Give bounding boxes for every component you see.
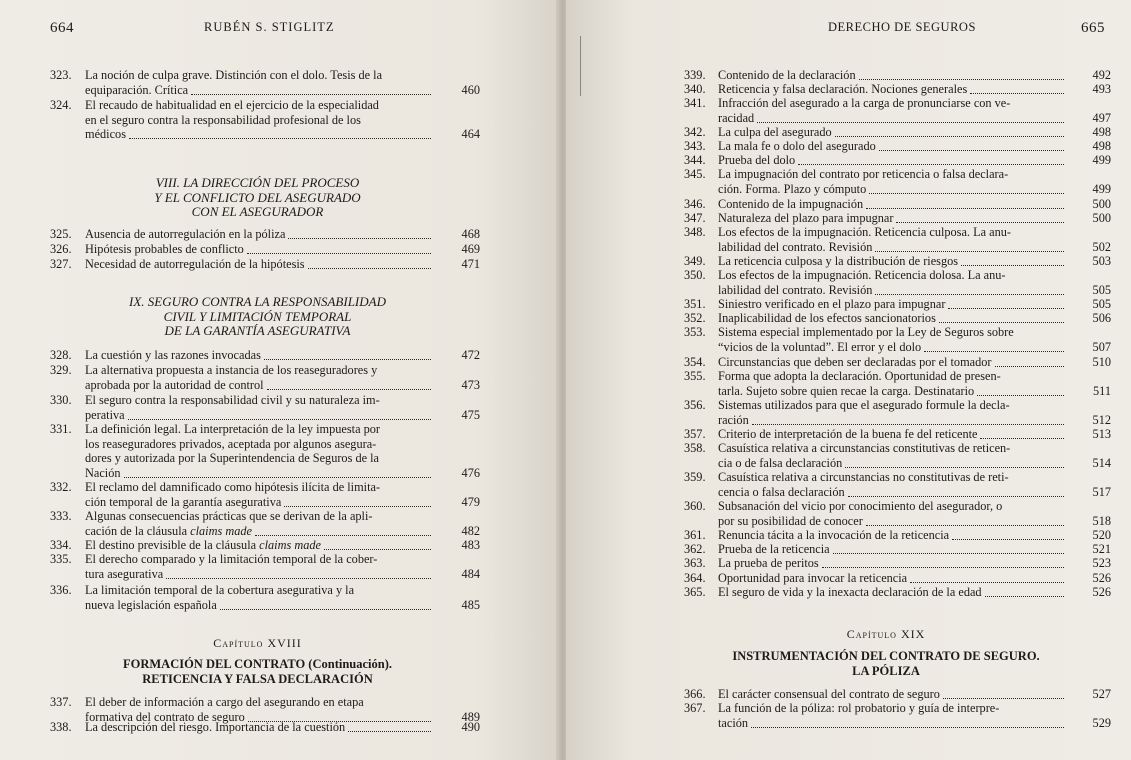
toc-entry-text: Los efectos de la impugnación. Reticencia dolosa. La anu-: [718, 268, 1006, 282]
toc-entry-page: 498: [1092, 125, 1111, 139]
toc-entry-text: La noción de culpa grave. Distinción con el dolo. Tesis de la: [85, 68, 383, 82]
toc-entry-text: ción temporal de la garantía asegurativa: [85, 494, 282, 509]
toc-entry-number: 324.: [50, 98, 72, 112]
toc-entry: [684, 125, 1111, 140]
dot-leader: [896, 221, 1064, 223]
dot-leader: [948, 307, 1064, 309]
toc-entry-text: “vicios de la voluntad”. El error y el dolo: [718, 339, 922, 354]
toc-entry-number: 367.: [684, 701, 706, 715]
toc-entry: [684, 369, 1111, 398]
toc-entry-page: 510: [1092, 355, 1111, 369]
dot-leader: [924, 350, 1064, 352]
toc-entry: [684, 542, 1111, 557]
toc-entry: [684, 499, 1111, 528]
toc-entry: [50, 257, 480, 272]
toc-entry: [50, 227, 480, 242]
toc-entry-text: El derecho comparado y la limitación temporal de la cober-: [85, 552, 378, 566]
section-heading-line: VIII. LA DIRECCIÓN DEL PROCESO: [155, 175, 360, 190]
dot-leader: [757, 121, 1064, 123]
chapter-title-line: LA PÓLIZA: [852, 663, 920, 678]
toc-entry-text: dores y autorizada por la Superintendencia de Seguros de la: [85, 451, 379, 466]
toc-entry-page: 506: [1092, 311, 1111, 325]
toc-entry-text: los reaseguradores privados, aceptada por algunos asegura-: [85, 436, 377, 451]
toc-entry-text: Reticencia y falsa declaración. Nociones generales: [718, 82, 968, 96]
dot-leader: [324, 548, 431, 550]
toc-entry-text: Criterio de interpretación de la buena fe del reticente: [718, 427, 978, 441]
dot-leader: [220, 608, 431, 610]
right-page: [566, 0, 1131, 760]
toc-entry-number: 345.: [684, 167, 706, 181]
toc-entry-text: Los efectos de la impugnación. Reticencia culposa. La anu-: [718, 225, 1011, 239]
right-page-number: 665: [1081, 20, 1105, 36]
toc-entry-number: 351.: [684, 297, 706, 311]
toc-entry: [684, 528, 1111, 543]
toc-entry-text: cación de la cláusula claims made: [85, 523, 252, 538]
toc-entry: [684, 311, 1111, 326]
dot-leader: [943, 697, 1064, 699]
section-viii-heading: [80, 176, 435, 220]
toc-entry-text: La mala fe o dolo del asegurado: [718, 139, 876, 153]
dot-leader: [751, 726, 1064, 728]
toc-entry-text: El deber de información a cargo del asegurando en etapa: [85, 695, 364, 709]
toc-entry-text: tación: [718, 715, 749, 730]
toc-entry-number: 366.: [684, 687, 706, 701]
dot-leader: [288, 237, 431, 239]
toc-entry-number: 340.: [684, 82, 706, 96]
toc-entry-page: 500: [1092, 197, 1111, 211]
toc-entry-number: 348.: [684, 225, 706, 239]
toc-entry-text: perativa: [85, 407, 125, 422]
toc-entry-page: 469: [461, 242, 480, 256]
toc-entry-number: 354.: [684, 355, 706, 369]
toc-entry-text: Prueba de la reticencia: [718, 542, 830, 556]
toc-entry-text: Sistema especial implementado por la Ley de Seguros sobre: [718, 325, 1014, 339]
toc-entry: [50, 583, 480, 612]
toc-entry-text: racidad: [718, 110, 755, 125]
dot-leader: [961, 264, 1064, 266]
toc-entry-text: cia o de falsa declaración: [718, 455, 843, 470]
toc-entry-text: Inaplicabilidad de los efectos sancionatorios: [718, 311, 936, 325]
left-page-number: 664: [50, 20, 74, 36]
dot-leader: [910, 581, 1064, 583]
toc-entry: [684, 441, 1111, 470]
toc-entry: [684, 427, 1111, 442]
toc-entry-page: 472: [461, 348, 480, 362]
toc-entry-text: La descripción del riesgo. Importancia de la cuestión: [85, 720, 346, 734]
toc-entry: [50, 552, 480, 581]
toc-entry-page: 502: [1092, 239, 1111, 254]
toc-entry-text: Sistemas utilizados para que el asegurado formule la decla-: [718, 398, 1010, 412]
dot-leader: [129, 137, 431, 139]
toc-entry-number: 347.: [684, 211, 706, 225]
toc-entry-text: Necesidad de autorregulación de la hipótesis: [85, 257, 305, 271]
toc-entry-page: 484: [461, 566, 480, 581]
toc-entry-text: Casuística relativa a circunstancias no constitutivas de reti-: [718, 470, 1009, 484]
toc-entry-number: 341.: [684, 96, 706, 110]
toc-entry-number: 325.: [50, 227, 72, 241]
toc-entry-page: 468: [461, 227, 480, 241]
toc-entry: [684, 470, 1111, 499]
toc-entry-text: Renuncia tácita a la invocación de la reticencia: [718, 528, 950, 542]
dot-leader: [952, 538, 1064, 540]
toc-entry-number: 328.: [50, 348, 72, 362]
left-page: [0, 0, 560, 760]
toc-entry: [684, 254, 1111, 269]
toc-entry-number: 361.: [684, 528, 706, 542]
toc-entry-text: La definición legal. La interpretación de la ley impuesta por: [85, 422, 381, 436]
toc-entry: [684, 556, 1111, 571]
toc-entry-text: labilidad del contrato. Revisión: [718, 282, 873, 297]
dot-leader: [980, 437, 1064, 439]
toc-entry-number: 331.: [50, 422, 72, 436]
toc-entry-page: 499: [1092, 181, 1111, 196]
dot-leader: [247, 252, 431, 254]
toc-entry: [684, 139, 1111, 154]
dot-leader: [264, 358, 431, 360]
toc-entry-text: equiparación. Crítica: [85, 82, 189, 97]
toc-entry: [684, 153, 1111, 168]
chapter-xviii-label: Capítulo XVIII: [213, 636, 302, 650]
italic-term: claims made: [190, 523, 252, 538]
toc-entry: [684, 701, 1111, 730]
toc-entry-text: Naturaleza del plazo para impugnar: [718, 211, 894, 225]
toc-entry: [684, 268, 1111, 297]
toc-entry-number: 326.: [50, 242, 72, 256]
toc-entry-text: cencia o falsa declaración: [718, 484, 845, 499]
toc-entry-number: 346.: [684, 197, 706, 211]
toc-entry-text: El seguro de vida y la inexacta declaración de la edad: [718, 585, 982, 599]
toc-entry-text: por su posibilidad de conocer: [718, 513, 863, 528]
toc-entry-text: Siniestro verificado en el plazo para impugnar: [718, 297, 946, 311]
toc-entry-text: Hipótesis probables de conflicto: [85, 242, 244, 256]
dot-leader: [752, 423, 1064, 425]
toc-entry: [50, 538, 480, 553]
toc-entry: [684, 398, 1111, 427]
dot-leader: [866, 207, 1064, 209]
toc-entry-page: 475: [461, 407, 480, 422]
toc-entry: [50, 393, 480, 422]
toc-entry-number: 343.: [684, 139, 706, 153]
dot-leader: [970, 92, 1064, 94]
toc-entry-page: 511: [1093, 383, 1111, 398]
toc-entry-page: 479: [461, 494, 480, 509]
toc-entry-number: 362.: [684, 542, 706, 556]
toc-entry: [684, 585, 1111, 600]
dot-leader: [985, 595, 1064, 597]
toc-entry-text: La cuestión y las razones invocadas: [85, 348, 261, 362]
dot-leader: [822, 566, 1064, 568]
toc-entry-text: El carácter consensual del contrato de seguro: [718, 687, 940, 701]
gutter-crease-mark: [580, 36, 581, 96]
dot-leader: [308, 267, 431, 269]
toc-entry-number: 365.: [684, 585, 706, 599]
dot-leader: [879, 149, 1064, 151]
dot-leader: [995, 365, 1064, 367]
toc-entry: [684, 82, 1111, 97]
toc-entry-number: 339.: [684, 68, 706, 82]
toc-entry-page: 497: [1092, 110, 1111, 125]
chapter-title-line: FORMACIÓN DEL CONTRATO (Continuación).: [122, 657, 392, 671]
toc-entry-number: 335.: [50, 552, 72, 566]
toc-entry: [684, 68, 1111, 83]
toc-entry-page: 507: [1092, 339, 1111, 354]
dot-leader: [833, 552, 1064, 554]
toc-entry-number: 330.: [50, 393, 72, 407]
toc-entry-number: 336.: [50, 583, 72, 597]
toc-entry: [684, 571, 1111, 586]
toc-entry-number: 353.: [684, 325, 706, 339]
toc-entry-page: 476: [461, 465, 480, 480]
toc-entry-page: 517: [1092, 484, 1111, 499]
dot-leader: [866, 524, 1064, 526]
toc-entry-text: Ausencia de autorregulación en la póliza: [85, 227, 286, 241]
toc-entry-text: ración: [718, 412, 749, 427]
toc-entry-text: Contenido de la declaración: [718, 68, 856, 82]
toc-entry-number: 329.: [50, 363, 72, 377]
toc-entry-text: La prueba de peritos: [718, 556, 819, 570]
toc-entry-page: 505: [1092, 282, 1111, 297]
toc-entry-page: 512: [1092, 412, 1111, 427]
dot-leader: [859, 78, 1064, 80]
dot-leader: [845, 466, 1064, 468]
toc-entry-text: La limitación temporal de la cobertura asegurativa y la: [85, 583, 355, 597]
toc-entry: [50, 720, 480, 735]
toc-entry-number: 357.: [684, 427, 706, 441]
toc-entry: [684, 197, 1111, 212]
toc-entry-text: Infracción del asegurado a la carga de pronunciarse con ve-: [718, 96, 1011, 110]
toc-entry-page: 529: [1092, 715, 1111, 730]
dot-leader: [798, 163, 1064, 165]
toc-entry-page: 460: [461, 82, 480, 97]
toc-entry-text: en el seguro contra la responsabilidad profesional de los: [85, 112, 361, 127]
dot-leader: [166, 577, 431, 579]
dot-leader: [348, 730, 431, 732]
toc-entry-number: 352.: [684, 311, 706, 325]
toc-entry-text: aprobada por la autoridad de control: [85, 377, 264, 392]
chapter-title-line: RETICENCIA Y FALSA DECLARACIÓN: [142, 671, 373, 686]
chapter-title-line: INSTRUMENTACIÓN DEL CONTRATO DE SEGURO.: [732, 649, 1040, 663]
toc-entry-page: 523: [1092, 556, 1111, 570]
toc-entry-page: 489: [461, 709, 480, 724]
toc-entry-number: 358.: [684, 441, 706, 455]
dot-leader: [255, 534, 431, 536]
toc-entry-page: 485: [461, 597, 480, 612]
chapter-xix-label: Capítulo XIX: [846, 627, 926, 641]
toc-entry: [684, 211, 1111, 226]
italic-term: claims made: [259, 538, 321, 552]
toc-entry-number: 334.: [50, 538, 72, 552]
toc-entry-number: 344.: [684, 153, 706, 167]
toc-entry-number: 332.: [50, 480, 72, 494]
section-heading-line: DE LA GARANTÍA ASEGURATIVA: [164, 323, 351, 338]
chapter-xviii-title: [80, 657, 435, 686]
toc-entry-page: 505: [1092, 297, 1111, 311]
toc-entry-text: La alternativa propuesta a instancia de los reaseguradores y: [85, 363, 378, 377]
toc-entry: [684, 687, 1111, 702]
toc-entry: [50, 363, 480, 392]
toc-entry-number: 338.: [50, 720, 72, 734]
toc-entry-text: Oportunidad para invocar la reticencia: [718, 571, 908, 585]
toc-entry-page: 527: [1092, 687, 1111, 701]
toc-entry-page: 521: [1092, 542, 1111, 556]
toc-entry: [684, 96, 1111, 125]
right-running-head: DERECHO DE SEGUROS: [828, 20, 976, 34]
toc-entry: [50, 509, 480, 538]
toc-entry-text: tarla. Sujeto sobre quien recae la carga. Destinatario: [718, 383, 975, 398]
toc-entry-page: 499: [1092, 153, 1111, 167]
toc-entry-page: 513: [1092, 427, 1111, 441]
toc-entry-text: Algunas consecuencias prácticas que se derivan de la apli-: [85, 509, 373, 523]
toc-entry-text: Nación: [85, 465, 121, 480]
toc-entry-number: 350.: [684, 268, 706, 282]
section-heading-line: IX. SEGURO CONTRA LA RESPONSABILIDAD: [129, 294, 386, 309]
toc-entry: [50, 68, 480, 97]
dot-leader: [267, 388, 431, 390]
toc-entry: [684, 297, 1111, 312]
toc-entry: [50, 98, 480, 142]
toc-entry-text: El destino previsible de la cláusula claims made: [85, 538, 321, 552]
toc-entry-number: 356.: [684, 398, 706, 412]
toc-entry-number: 333.: [50, 509, 72, 523]
toc-entry-text: La reticencia culposa y la distribución de riesgos: [718, 254, 959, 268]
toc-entry: [50, 480, 480, 509]
toc-entry-number: 327.: [50, 257, 72, 271]
dot-leader: [128, 418, 431, 420]
toc-entry-text: ción. Forma. Plazo y cómputo: [718, 181, 867, 196]
toc-entry-text: médicos: [85, 127, 126, 142]
toc-entry-number: 364.: [684, 571, 706, 585]
toc-entry-text: Forma que adopta la declaración. Oportunidad de presen-: [718, 369, 1001, 383]
toc-entry-page: 493: [1092, 82, 1111, 96]
toc-entry-page: 518: [1092, 513, 1111, 528]
toc-entry-page: 464: [461, 127, 480, 142]
dot-leader: [848, 495, 1064, 497]
toc-entry-number: 337.: [50, 695, 72, 709]
toc-entry-page: 482: [461, 523, 480, 538]
section-ix-heading: [80, 295, 435, 339]
toc-entry-page: 483: [461, 538, 480, 552]
toc-entry-text: nueva legislación española: [85, 597, 217, 612]
toc-entry-text: La función de la póliza: rol probatorio y guía de interpre-: [718, 701, 1000, 715]
toc-entry-page: 490: [461, 720, 480, 734]
toc-entry-page: 473: [461, 377, 480, 392]
toc-entry-page: 471: [461, 257, 480, 271]
left-running-head: RUBÉN S. STIGLITZ: [204, 20, 335, 34]
toc-entry: [684, 355, 1111, 370]
toc-entry-number: 359.: [684, 470, 706, 484]
toc-entry-text: tura asegurativa: [85, 566, 164, 581]
toc-entry-number: 355.: [684, 369, 706, 383]
toc-entry-text: Contenido de la impugnación: [718, 197, 864, 211]
toc-entry: [684, 167, 1111, 196]
dot-leader: [835, 135, 1064, 137]
chapter-xix-title: [696, 649, 1076, 678]
toc-entry: [684, 325, 1111, 354]
toc-entry-text: La culpa del asegurado: [718, 125, 832, 139]
toc-entry-page: 492: [1092, 68, 1111, 82]
toc-entry-page: 503: [1092, 254, 1111, 268]
toc-entry-text: La impugnación del contrato por reticencia o falsa declara-: [718, 167, 1009, 181]
toc-entry-number: 363.: [684, 556, 706, 570]
toc-entry-text: labilidad del contrato. Revisión: [718, 239, 873, 254]
toc-entry-number: 360.: [684, 499, 706, 513]
section-heading-line: Y EL CONFLICTO DEL ASEGURADO: [154, 189, 361, 205]
dot-leader: [124, 476, 431, 478]
toc-entry-text: Circunstancias que deben ser declaradas por el tomador: [718, 355, 992, 369]
dot-leader: [977, 394, 1064, 396]
toc-entry-page: 498: [1092, 139, 1111, 153]
section-heading-line: CIVIL Y LIMITACIÓN TEMPORAL: [163, 308, 352, 324]
dot-leader: [284, 505, 431, 507]
toc-entry: [50, 422, 480, 480]
toc-entry-number: 342.: [684, 125, 706, 139]
toc-entry-page: 514: [1092, 455, 1111, 470]
toc-entry-text: El reclamo del damnificado como hipótesis ilícita de limita-: [85, 480, 381, 494]
toc-entry-number: 349.: [684, 254, 706, 268]
toc-entry-page: 526: [1092, 585, 1111, 599]
toc-entry-page: 500: [1092, 211, 1111, 225]
toc-entry-text: Subsanación del vicio por conocimiento del asegurador, o: [718, 499, 1003, 513]
toc-entry-page: 526: [1092, 571, 1111, 585]
toc-entry: [50, 348, 480, 363]
toc-entry: [684, 225, 1111, 254]
dot-leader: [869, 192, 1064, 194]
section-heading-line: CON EL ASEGURADOR: [191, 204, 324, 219]
dot-leader: [191, 93, 431, 95]
toc-entry-text: Casuística relativa a circunstancias constitutivas de reticen-: [718, 441, 1011, 455]
toc-entry-number: 323.: [50, 68, 72, 82]
toc-entry-text: El seguro contra la responsabilidad civil y su naturaleza im-: [85, 393, 380, 407]
toc-entry: [50, 242, 480, 257]
toc-entry-page: 520: [1092, 528, 1111, 542]
toc-entry-text: Prueba del dolo: [718, 153, 796, 167]
toc-entry-text: El recaudo de habitualidad en el ejercicio de la especialidad: [85, 98, 379, 112]
dot-leader: [875, 250, 1064, 252]
dot-leader: [875, 293, 1064, 295]
dot-leader: [939, 321, 1064, 323]
toc-entry-text: formativa del contrato de seguro: [85, 709, 245, 724]
